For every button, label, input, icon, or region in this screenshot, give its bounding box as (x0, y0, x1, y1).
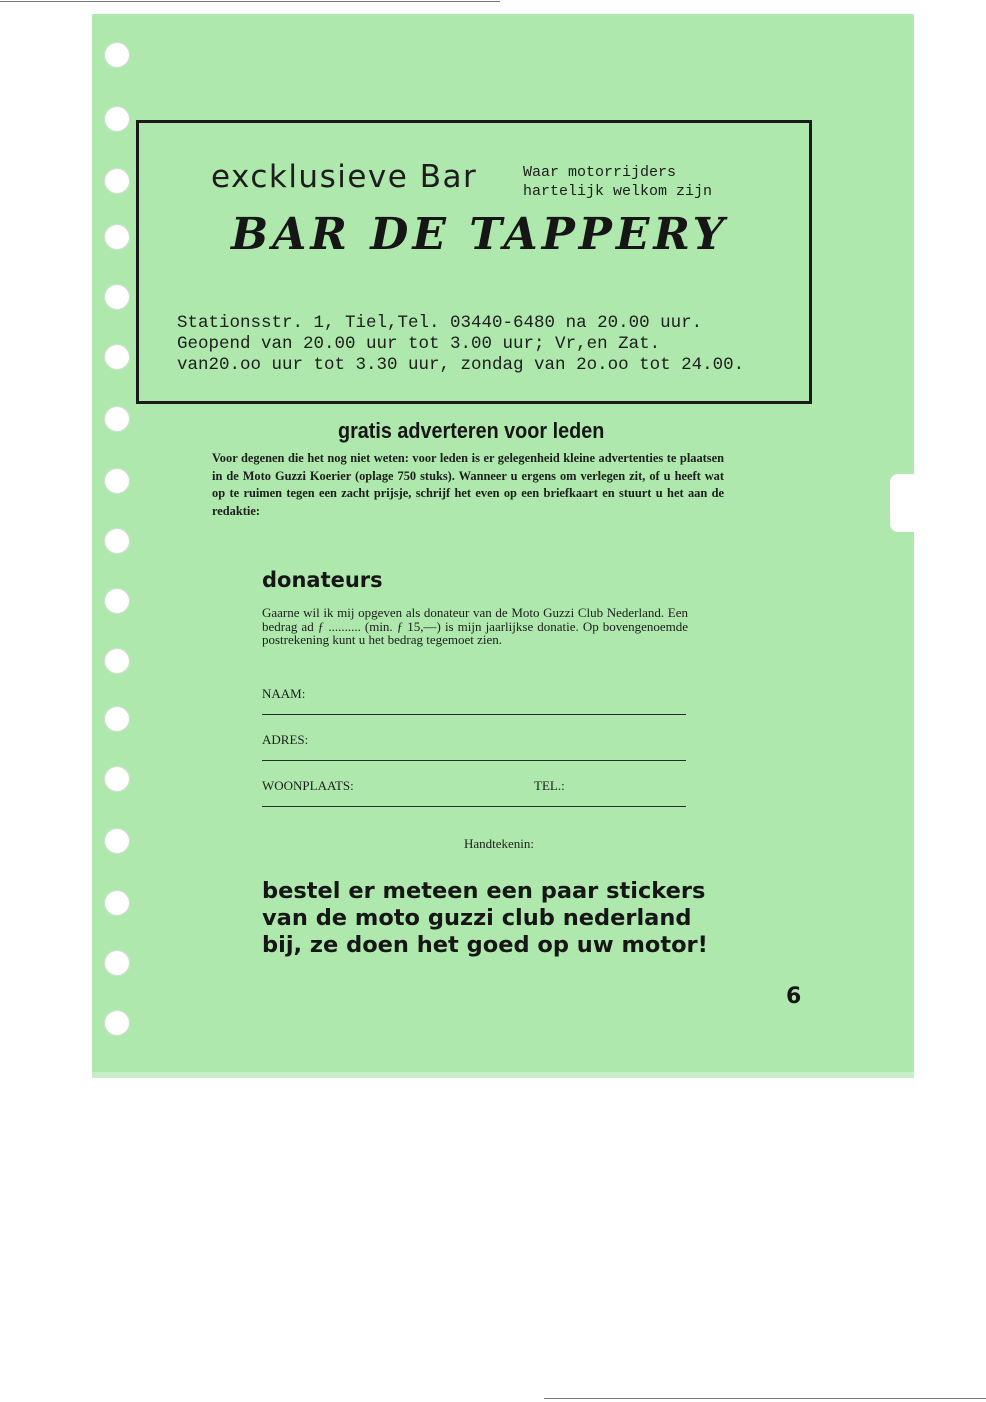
ad-tagline-line: hartelijk welkom zijn (523, 183, 713, 200)
ad-address-line: Stationsstr. 1, Tiel,Tel. 03440-6480 na 20.00 uur. (177, 313, 703, 333)
stickers-promo (262, 878, 708, 959)
binder-hole (104, 344, 130, 370)
woonplaats-line[interactable] (262, 806, 686, 807)
adres-line[interactable] (262, 760, 686, 761)
adres-label: ADRES: (262, 732, 309, 747)
page-bottom-edge (92, 1072, 914, 1078)
binder-hole (104, 706, 130, 732)
ad-title: excklusieve Bar (211, 159, 478, 195)
bar-advertisement (136, 120, 812, 404)
handtekening-label: Handtekenin: (464, 836, 535, 851)
stickers-line: bestel er meteen een paar stickers (262, 878, 706, 904)
ad-address (177, 313, 744, 376)
donateurs-body: Gaarne wil ik mij opgeven als donateur van de Moto Guzzi Club Nederland. Een bedrag ad ƒ .......... (min. ƒ 15,—) is mijn jaarlijkse donatie. Op bovengenoemde postrekening kunt u het bedrag tegemoet zien. (262, 605, 688, 648)
binder-hole (104, 168, 130, 194)
binder-hole (104, 828, 130, 854)
binder-hole (104, 42, 130, 68)
binder-hole (104, 528, 130, 554)
binder-hole (104, 766, 130, 792)
binder-hole (104, 224, 130, 250)
page-number: 6 (786, 984, 802, 1009)
ad-tagline-line: Waar motorrijders (523, 164, 677, 181)
gratis-heading: gratis adverteren voor leden (338, 418, 605, 443)
binder-hole (104, 468, 130, 494)
scan-edge-top (0, 1, 500, 2)
ad-address-line: Geopend van 20.00 uur tot 3.00 uur; Vr,en Zat. (177, 334, 661, 354)
scan-edge-bottom (544, 1398, 986, 1399)
ad-address-line: van20.oo uur tot 3.30 uur, zondag van 2o.oo tot 24.00. (177, 355, 745, 375)
donateurs-heading: donateurs (262, 568, 383, 592)
ad-tagline (523, 163, 783, 201)
binder-hole (104, 106, 130, 132)
binder-hole (104, 950, 130, 976)
page-notch (890, 474, 930, 532)
woonplaats-label: WOONPLAATS: (262, 778, 354, 793)
bar-name-logo: BAR DE TAPPERY (231, 209, 729, 260)
binder-hole (104, 648, 130, 674)
binder-hole (104, 1010, 130, 1036)
binder-hole (104, 890, 130, 916)
naam-line[interactable] (262, 714, 686, 715)
stickers-line: bij, ze doen het goed op uw motor! (262, 932, 708, 958)
binder-hole (104, 284, 130, 310)
stickers-line: van de moto guzzi club nederland (262, 905, 692, 931)
binder-hole (104, 406, 130, 432)
tel-label: TEL.: (534, 778, 565, 793)
binder-hole (104, 588, 130, 614)
gratis-body: Voor degenen die het nog niet weten: voor leden is er gelegenheid kleine advertenties te plaatsen in de Moto Guzzi Koerier (oplage 750 stuks). Wanneer u ergens om verlegen zit, of u heeft wat op te ruimen tegen een zacht prijsje, schrijf het even op een briefkaart en stuurt u het aan de redaktie: (212, 451, 724, 518)
naam-label: NAAM: (262, 686, 306, 701)
